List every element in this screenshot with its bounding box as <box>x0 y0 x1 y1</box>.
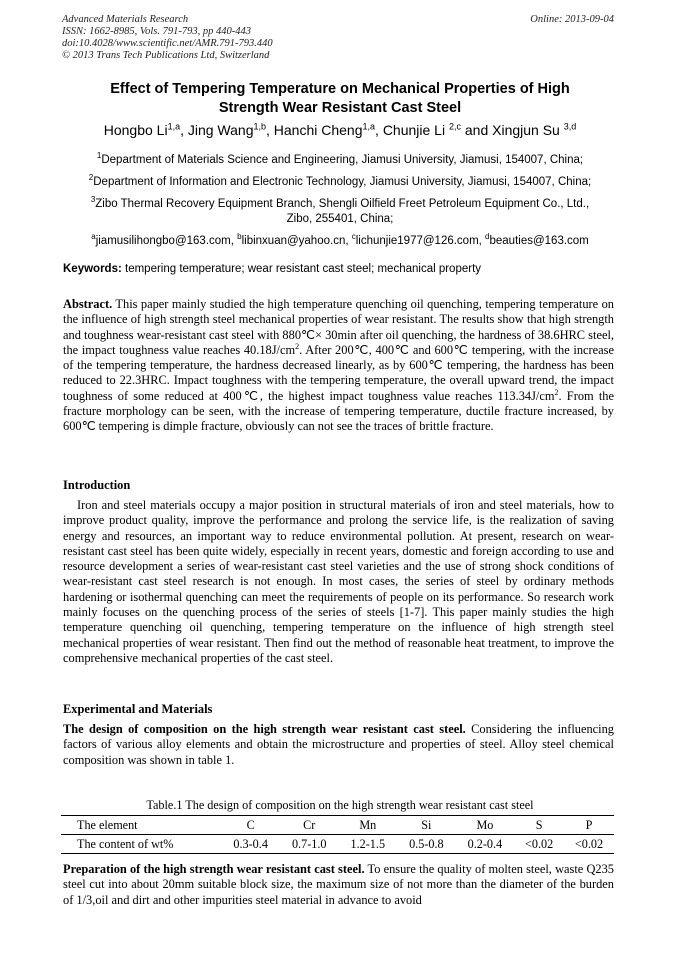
table-cell: 0.2-0.4 <box>456 835 515 854</box>
table-header-cell: Cr <box>280 816 339 835</box>
doi-line: doi:10.4028/www.scientific.net/AMR.791-793.440 <box>62 38 273 49</box>
author-name: Hongbo Li <box>103 121 168 138</box>
abstract-sup: 2 <box>295 341 300 351</box>
affiliation-text: Department of Information and Electronic Technology, Jiamusi University, Jiamusi, 154007, China; <box>93 175 592 188</box>
section-heading-introduction: Introduction <box>63 478 131 492</box>
paper-title <box>60 80 620 118</box>
online-date: Online: 2013-09-04 <box>530 14 614 25</box>
abstract-paragraph <box>63 297 614 435</box>
email-address: beauties@163.com <box>489 234 589 247</box>
table-header-cell: Mo <box>456 816 515 835</box>
email-sup: b <box>237 232 242 241</box>
author-list <box>40 121 640 138</box>
issn-line: ISSN: 1662-8985, Vols. 791-793, pp 440-443 <box>62 26 251 37</box>
paragraph-text: Considering the influencing factors of various alloy elements and obtain the microstructure and properties of steel. Alloy steel chemical composition was shown in table 1. <box>63 722 614 767</box>
introduction-paragraph: Iron and steel materials occupy a major position in structural materials of iron and steel materials, how to improve product quality, improve the performance and prolong the service life, is the realization of saving energy and resources, an important way to reduce environmental pollution. At present, research on wear-resistant cast steel has been quite widely, especially in recent years, domestic and foreign according to use and resource development a series of wear-resistant cast steel varieties and the use of strong shock conditions of wear-resistant cast steel research is not enough. In most cases, the series of steel by ordinary methods hardening or isothermal quenching can meet the requirements of people on its performance. So research work mainly focuses on the quenching process of the series of steels [1-7]. This paper mainly studies the high temperature quenching oil quenching, tempering temperature on the influence of high strength steel mechanical properties of wear resistant. Then find out the method of reasonable heat treatment, to improve the comprehensive mechanical properties of the cast steel. <box>63 498 614 665</box>
title-line-2: Strength Wear Resistant Cast Steel <box>218 100 462 116</box>
table-row <box>61 835 614 854</box>
affiliation-sup: 2 <box>88 173 94 182</box>
table-header-cell: P <box>564 816 614 835</box>
abstract-label: Abstract. <box>63 297 113 311</box>
author-name: Hanchi Cheng <box>273 121 363 138</box>
author-name: Chunjie Li <box>382 121 449 138</box>
table-cell: 0.5-0.8 <box>397 835 456 854</box>
author-affil-sup: 1,a <box>167 121 181 131</box>
affiliation-2 <box>50 170 630 190</box>
table-cell: <0.02 <box>564 835 614 854</box>
author-separator: , <box>180 121 188 138</box>
author-affil-sup: 1,b <box>253 121 266 131</box>
keywords-label: Keywords: <box>63 263 122 275</box>
paragraph-lead: Preparation of the high strength wear resistant cast steel. <box>63 862 365 876</box>
table-header-cell: S <box>514 816 564 835</box>
author <box>383 122 492 138</box>
affiliation-text-line-2: Zibo, 255401, China; <box>286 212 394 225</box>
author <box>104 122 188 138</box>
affiliation-text: Department of Materials Science and Engineering, Jiamusi University, Jiamusi, 154007, China; <box>101 153 584 166</box>
table-cell: <0.02 <box>514 835 564 854</box>
author-affil-sup: 1,a <box>362 121 376 131</box>
table-header-cell: Mn <box>339 816 398 835</box>
table-header-cell: C <box>221 816 280 835</box>
email-address: lichunjie1977@126.com, <box>355 234 486 247</box>
author-separator: and <box>460 121 493 138</box>
abstract-text: . From the fracture morphology can be seen, with the increase of tempering temperature, ductile fracture increased, by 600℃ tempering is dimple fracture, obviously can not see the traces of brittle fracture. <box>63 388 614 434</box>
author <box>492 122 576 138</box>
copyright-line: © 2013 Trans Tech Publications Ltd, Switzerland <box>62 50 270 61</box>
affiliation-sup: 3 <box>90 195 96 204</box>
table-cell: 0.7-1.0 <box>280 835 339 854</box>
table-header-row <box>61 816 614 835</box>
author <box>188 122 274 138</box>
abstract-text: . After 200℃, 400℃ and 600℃ tempering, with the increase of the tempering temperature, the hardness decreased linearly, as by 600℃ tempering, the hardness has been reduced to 22.3HRC. Impact toughness with the tempering temperature, the overall upward trend, the impact toughness of some reduced at 400℃, the highest impact toughness value reaches 113.34J/cm <box>63 342 614 403</box>
author-separator: , <box>266 121 274 138</box>
composition-paragraph <box>63 722 614 768</box>
table-cell: 1.2-1.5 <box>339 835 398 854</box>
email-list <box>50 229 630 249</box>
affiliation-sup: 1 <box>96 151 102 160</box>
email-sup: c <box>351 232 356 241</box>
keywords-text: tempering temperature; wear resistant cast steel; mechanical property <box>125 263 482 275</box>
affiliation-text: Zibo Thermal Recovery Equipment Branch, Shengli Oilfield Freet Petroleum Equipment Co., Ltd., <box>95 197 590 210</box>
affiliation-3 <box>50 192 630 227</box>
author-name: Jing Wang <box>187 121 254 138</box>
paragraph-text: To ensure the quality of molten steel, waste Q235 steel cut into about 20mm suitable block size, the maximum size of not more than the diameter of the burden of 1/3,oil and dirt and other impurities steel material in advance to avoid <box>63 862 614 907</box>
section-heading-experimental: Experimental and Materials <box>63 702 213 716</box>
author-separator: , <box>375 121 383 138</box>
email-address: jiamusilihongbo@163.com, <box>95 234 238 247</box>
author-name: Xingjun Su <box>492 121 564 138</box>
journal-info <box>62 14 273 62</box>
table-caption: Table.1 The design of composition on the high strength wear resistant cast steel <box>146 798 534 812</box>
author-affil-sup: 3,d <box>563 121 577 131</box>
table-cell: The content of wt% <box>61 835 221 854</box>
keywords-line <box>63 263 481 275</box>
journal-name: Advanced Materials Research <box>62 14 189 25</box>
table-header-cell: Si <box>397 816 456 835</box>
table-cell: 0.3-0.4 <box>221 835 280 854</box>
abstract-sup: 2 <box>554 387 559 397</box>
paragraph-lead: The design of composition on the high strength wear resistant cast steel. <box>63 722 466 736</box>
preparation-paragraph <box>63 862 614 908</box>
composition-table <box>61 815 614 854</box>
email-sup: a <box>91 232 96 241</box>
table-header-cell: The element <box>61 816 221 835</box>
author <box>274 122 383 138</box>
title-line-1: Effect of Tempering Temperature on Mechanical Properties of High <box>110 81 570 97</box>
affiliation-1 <box>50 148 630 168</box>
email-address: libinxuan@yahoo.cn, <box>241 234 352 247</box>
author-affil-sup: 2,c <box>448 121 461 131</box>
abstract-text: This paper mainly studied the high temperature quenching oil quenching, tempering temperature on the influence of high strength steel mechanical properties of wear resistant. The results show that high strength and toughness wear-resistant cast steel with 880℃× 30min after oil quenching, the hardness of 38.6HRC steel, the impact toughness value reaches 40.18J/cm <box>63 297 614 357</box>
email-sup: d <box>485 232 490 241</box>
